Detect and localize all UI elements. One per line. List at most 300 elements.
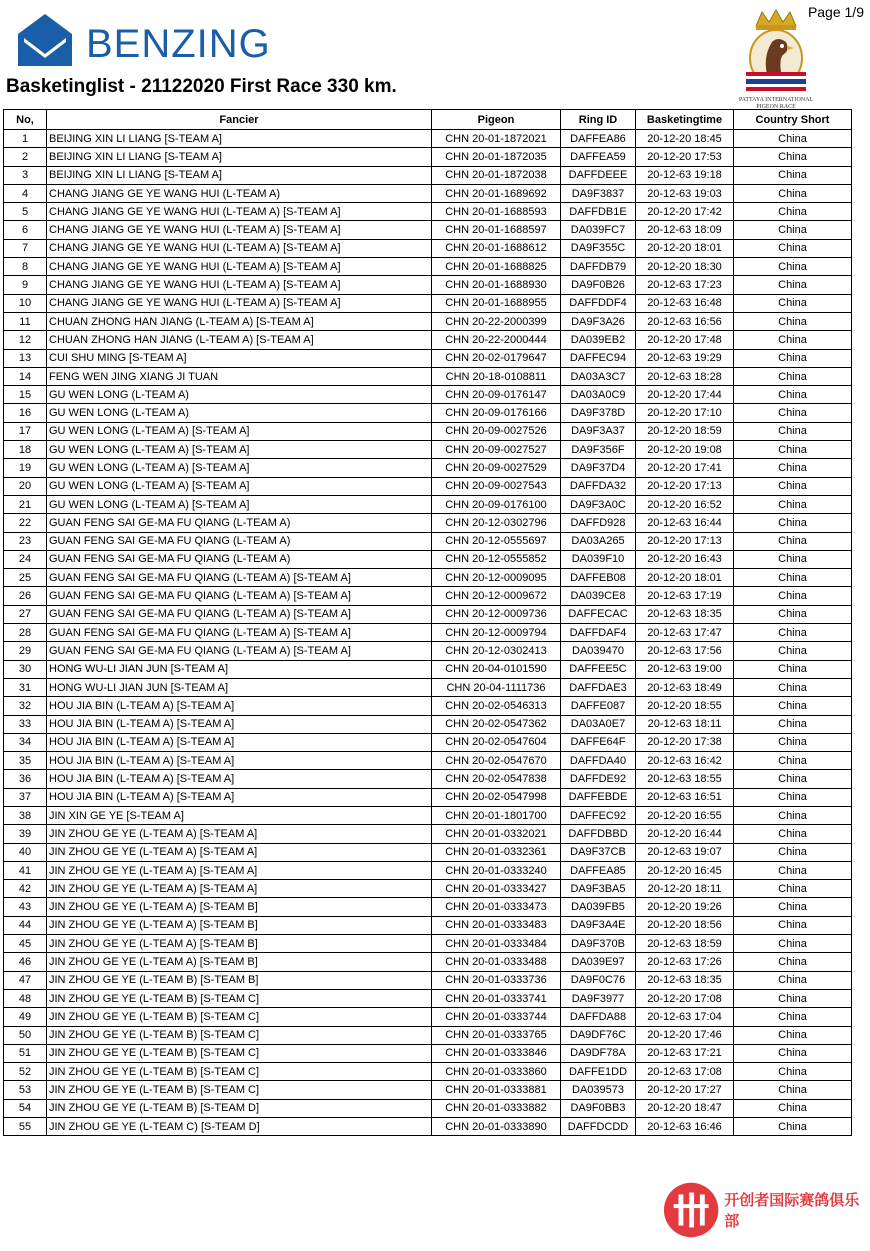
cell-basketingtime: 20-12-20 17:42 — [636, 203, 734, 221]
cell-ring-id: DA9F370B — [561, 935, 636, 953]
cell-pigeon: CHN 20-09-0176100 — [432, 495, 561, 513]
cell-country: China — [734, 276, 852, 294]
logo-text: BENZING — [86, 21, 271, 66]
cell-fancier: JIN ZHOU GE YE (L-TEAM B) [S-TEAM C] — [47, 1044, 432, 1062]
cell-pigeon: CHN 20-02-0546313 — [432, 697, 561, 715]
cell-fancier: CHANG JIANG GE YE WANG HUI (L-TEAM A) [S-TEAM A] — [47, 276, 432, 294]
cell-fancier: GU WEN LONG (L-TEAM A) — [47, 404, 432, 422]
cell-ring-id: DA9F3A4E — [561, 916, 636, 934]
header-fancier: Fancier — [47, 110, 432, 130]
cell-fancier: JIN ZHOU GE YE (L-TEAM A) [S-TEAM A] — [47, 861, 432, 879]
cell-country: China — [734, 386, 852, 404]
cell-basketingtime: 20-12-63 19:29 — [636, 349, 734, 367]
cell-ring-id: DA039EB2 — [561, 331, 636, 349]
table-row — [4, 1118, 852, 1136]
cell-basketingtime: 20-12-20 17:13 — [636, 477, 734, 495]
cell-country: China — [734, 843, 852, 861]
cell-basketingtime: 20-12-20 17:38 — [636, 733, 734, 751]
cell-pigeon: CHN 20-01-0333473 — [432, 898, 561, 916]
cell-ring-id: DA9F3837 — [561, 184, 636, 202]
cell-country: China — [734, 184, 852, 202]
cell-country: China — [734, 715, 852, 733]
cell-no: 41 — [4, 861, 47, 879]
cell-ring-id: DAFFEE5C — [561, 660, 636, 678]
cell-pigeon: CHN 20-01-0333488 — [432, 953, 561, 971]
table-row — [4, 642, 852, 660]
cell-country: China — [734, 312, 852, 330]
cell-basketingtime: 20-12-20 18:56 — [636, 916, 734, 934]
cell-ring-id: DA03A0C9 — [561, 386, 636, 404]
cell-fancier: CHANG JIANG GE YE WANG HUI (L-TEAM A) [S-TEAM A] — [47, 294, 432, 312]
table-row — [4, 1081, 852, 1099]
cell-ring-id: DAFFDB1E — [561, 203, 636, 221]
cell-no: 21 — [4, 495, 47, 513]
cell-ring-id: DA9F3A26 — [561, 312, 636, 330]
table-row — [4, 367, 852, 385]
cell-no: 13 — [4, 349, 47, 367]
cell-no: 2 — [4, 148, 47, 166]
cell-fancier: BEIJING XIN LI LIANG [S-TEAM A] — [47, 148, 432, 166]
cell-pigeon: CHN 20-12-0009672 — [432, 587, 561, 605]
cell-no: 16 — [4, 404, 47, 422]
cell-no: 53 — [4, 1081, 47, 1099]
cell-country: China — [734, 935, 852, 953]
cell-country: China — [734, 1026, 852, 1044]
table-row — [4, 239, 852, 257]
cell-country: China — [734, 422, 852, 440]
cell-basketingtime: 20-12-63 19:07 — [636, 843, 734, 861]
table-row — [4, 184, 852, 202]
cell-pigeon: CHN 20-12-0555697 — [432, 532, 561, 550]
table-row — [4, 788, 852, 806]
cell-fancier: JIN ZHOU GE YE (L-TEAM A) [S-TEAM A] — [47, 825, 432, 843]
cell-basketingtime: 20-12-63 17:26 — [636, 953, 734, 971]
table-row — [4, 294, 852, 312]
cell-no: 22 — [4, 514, 47, 532]
cell-basketingtime: 20-12-63 16:51 — [636, 788, 734, 806]
cell-country: China — [734, 459, 852, 477]
cell-pigeon: CHN 20-02-0547604 — [432, 733, 561, 751]
cell-fancier: JIN ZHOU GE YE (L-TEAM B) [S-TEAM B] — [47, 971, 432, 989]
table-row — [4, 624, 852, 642]
cell-pigeon: CHN 20-01-1688597 — [432, 221, 561, 239]
cell-ring-id: DAFFECAC — [561, 605, 636, 623]
cell-basketingtime: 20-12-20 17:13 — [636, 532, 734, 550]
cell-no: 9 — [4, 276, 47, 294]
header-no: No, — [4, 110, 47, 130]
cell-no: 1 — [4, 130, 47, 148]
cell-pigeon: CHN 20-01-0333240 — [432, 861, 561, 879]
header-basketingtime: Basketingtime — [636, 110, 734, 130]
cell-pigeon: CHN 20-01-0333427 — [432, 880, 561, 898]
cell-fancier: JIN ZHOU GE YE (L-TEAM B) [S-TEAM C] — [47, 989, 432, 1007]
cell-fancier: JIN ZHOU GE YE (L-TEAM B) [S-TEAM D] — [47, 1099, 432, 1117]
basketing-table — [3, 109, 852, 1136]
cell-basketingtime: 20-12-20 17:41 — [636, 459, 734, 477]
cell-basketingtime: 20-12-63 19:00 — [636, 660, 734, 678]
cell-ring-id: DAFFEBDE — [561, 788, 636, 806]
cell-no: 30 — [4, 660, 47, 678]
cell-no: 24 — [4, 550, 47, 568]
cell-pigeon: CHN 20-01-1872035 — [432, 148, 561, 166]
cell-no: 8 — [4, 258, 47, 276]
cell-no: 18 — [4, 441, 47, 459]
cell-ring-id: DAFFE64F — [561, 733, 636, 751]
cell-basketingtime: 20-12-20 19:08 — [636, 441, 734, 459]
cell-fancier: JIN ZHOU GE YE (L-TEAM B) [S-TEAM C] — [47, 1008, 432, 1026]
cell-pigeon: CHN 20-02-0547838 — [432, 770, 561, 788]
cell-no: 27 — [4, 605, 47, 623]
cell-basketingtime: 20-12-20 18:47 — [636, 1099, 734, 1117]
cell-pigeon: CHN 20-12-0555852 — [432, 550, 561, 568]
cell-country: China — [734, 203, 852, 221]
table-row — [4, 660, 852, 678]
cell-basketingtime: 20-12-20 19:26 — [636, 898, 734, 916]
cell-fancier: GUAN FENG SAI GE-MA FU QIANG (L-TEAM A) [S-TEAM A] — [47, 569, 432, 587]
document-title: Basketinglist - 21122020 First Race 330 km. — [6, 76, 397, 97]
cell-fancier: GUAN FENG SAI GE-MA FU QIANG (L-TEAM A) — [47, 532, 432, 550]
cell-pigeon: CHN 20-12-0009095 — [432, 569, 561, 587]
table-row — [4, 331, 852, 349]
cell-fancier: CHANG JIANG GE YE WANG HUI (L-TEAM A) — [47, 184, 432, 202]
cell-fancier: HONG WU-LI JIAN JUN [S-TEAM A] — [47, 660, 432, 678]
cell-pigeon: CHN 20-01-0333483 — [432, 916, 561, 934]
cell-ring-id: DA9F0C76 — [561, 971, 636, 989]
cell-basketingtime: 20-12-63 16:56 — [636, 312, 734, 330]
table-row — [4, 1044, 852, 1062]
cell-pigeon: CHN 20-09-0027529 — [432, 459, 561, 477]
cell-pigeon: CHN 20-02-0547362 — [432, 715, 561, 733]
cell-pigeon: CHN 20-01-1688612 — [432, 239, 561, 257]
cell-fancier: CHANG JIANG GE YE WANG HUI (L-TEAM A) [S-TEAM A] — [47, 258, 432, 276]
cell-fancier: GUAN FENG SAI GE-MA FU QIANG (L-TEAM A) [S-TEAM A] — [47, 587, 432, 605]
cell-ring-id: DAFFDCDD — [561, 1118, 636, 1136]
cell-basketingtime: 20-12-20 18:11 — [636, 880, 734, 898]
cell-ring-id: DAFFDAF4 — [561, 624, 636, 642]
table-row — [4, 569, 852, 587]
cell-pigeon: CHN 20-09-0027526 — [432, 422, 561, 440]
table-row — [4, 148, 852, 166]
table-row — [4, 935, 852, 953]
cell-basketingtime: 20-12-63 17:04 — [636, 1008, 734, 1026]
table-row — [4, 514, 852, 532]
cell-basketingtime: 20-12-63 17:08 — [636, 1063, 734, 1081]
cell-country: China — [734, 770, 852, 788]
cell-basketingtime: 20-12-20 16:44 — [636, 825, 734, 843]
cell-basketingtime: 20-12-63 18:28 — [636, 367, 734, 385]
cell-basketingtime: 20-12-63 18:59 — [636, 935, 734, 953]
cell-pigeon: CHN 20-01-0333860 — [432, 1063, 561, 1081]
cell-ring-id: DA9F356F — [561, 441, 636, 459]
table-row — [4, 971, 852, 989]
cell-country: China — [734, 898, 852, 916]
cell-pigeon: CHN 20-01-0333890 — [432, 1118, 561, 1136]
cell-country: China — [734, 806, 852, 824]
table-row — [4, 203, 852, 221]
cell-country: China — [734, 367, 852, 385]
page-number: Page 1/9 — [807, 4, 864, 20]
cell-country: China — [734, 752, 852, 770]
cell-fancier: GUAN FENG SAI GE-MA FU QIANG (L-TEAM A) — [47, 514, 432, 532]
cell-pigeon: CHN 20-09-0027527 — [432, 441, 561, 459]
cell-fancier: GU WEN LONG (L-TEAM A) [S-TEAM A] — [47, 441, 432, 459]
cell-fancier: JIN ZHOU GE YE (L-TEAM B) [S-TEAM C] — [47, 1081, 432, 1099]
cell-no: 34 — [4, 733, 47, 751]
table-row — [4, 989, 852, 1007]
table-row — [4, 678, 852, 696]
cell-pigeon: CHN 20-12-0009736 — [432, 605, 561, 623]
table-row — [4, 733, 852, 751]
cell-fancier: CHANG JIANG GE YE WANG HUI (L-TEAM A) [S-TEAM A] — [47, 221, 432, 239]
cell-fancier: GUAN FENG SAI GE-MA FU QIANG (L-TEAM A) [S-TEAM A] — [47, 605, 432, 623]
cell-no: 33 — [4, 715, 47, 733]
cell-fancier: CHANG JIANG GE YE WANG HUI (L-TEAM A) [S-TEAM A] — [47, 239, 432, 257]
cell-country: China — [734, 1081, 852, 1099]
cell-no: 15 — [4, 386, 47, 404]
cell-country: China — [734, 861, 852, 879]
cell-no: 3 — [4, 166, 47, 184]
cell-no: 48 — [4, 989, 47, 1007]
cell-pigeon: CHN 20-02-0547998 — [432, 788, 561, 806]
cell-ring-id: DA9F378D — [561, 404, 636, 422]
cell-fancier: GU WEN LONG (L-TEAM A) [S-TEAM A] — [47, 422, 432, 440]
cell-basketingtime: 20-12-63 17:23 — [636, 276, 734, 294]
cell-pigeon: CHN 20-09-0027543 — [432, 477, 561, 495]
cell-ring-id: DAFFEA86 — [561, 130, 636, 148]
cell-country: China — [734, 239, 852, 257]
cell-country: China — [734, 971, 852, 989]
table-row — [4, 1099, 852, 1117]
table-row — [4, 825, 852, 843]
cell-country: China — [734, 166, 852, 184]
table-row — [4, 166, 852, 184]
cell-no: 52 — [4, 1063, 47, 1081]
cell-ring-id: DA03A265 — [561, 532, 636, 550]
cell-ring-id: DAFFDA88 — [561, 1008, 636, 1026]
envelope-logo-icon — [18, 14, 72, 68]
cell-no: 44 — [4, 916, 47, 934]
cell-country: China — [734, 258, 852, 276]
cell-basketingtime: 20-12-20 17:48 — [636, 331, 734, 349]
cell-country: China — [734, 349, 852, 367]
cell-fancier: HOU JIA BIN (L-TEAM A) [S-TEAM A] — [47, 697, 432, 715]
cell-basketingtime: 20-12-63 19:03 — [636, 184, 734, 202]
cell-ring-id: DA039FB5 — [561, 898, 636, 916]
cell-no: 12 — [4, 331, 47, 349]
cell-fancier: GUAN FENG SAI GE-MA FU QIANG (L-TEAM A) — [47, 550, 432, 568]
cell-basketingtime: 20-12-63 18:35 — [636, 971, 734, 989]
cell-pigeon: CHN 20-01-1872021 — [432, 130, 561, 148]
cell-fancier: JIN ZHOU GE YE (L-TEAM B) [S-TEAM C] — [47, 1063, 432, 1081]
table-row — [4, 404, 852, 422]
cell-pigeon: CHN 20-01-0333765 — [432, 1026, 561, 1044]
cell-basketingtime: 20-12-20 17:46 — [636, 1026, 734, 1044]
cell-no: 7 — [4, 239, 47, 257]
cell-ring-id: DAFFDAE3 — [561, 678, 636, 696]
cell-pigeon: CHN 20-01-0333882 — [432, 1099, 561, 1117]
cell-pigeon: CHN 20-02-0547670 — [432, 752, 561, 770]
cell-fancier: BEIJING XIN LI LIANG [S-TEAM A] — [47, 166, 432, 184]
club-watermark — [662, 1180, 870, 1240]
cell-country: China — [734, 587, 852, 605]
cell-basketingtime: 20-12-63 17:21 — [636, 1044, 734, 1062]
cell-country: China — [734, 605, 852, 623]
cell-fancier: JIN ZHOU GE YE (L-TEAM A) [S-TEAM B] — [47, 953, 432, 971]
cell-no: 39 — [4, 825, 47, 843]
cell-fancier: CHUAN ZHONG HAN JIANG (L-TEAM A) [S-TEAM A] — [47, 331, 432, 349]
header-country-short: Country Short — [734, 110, 852, 130]
cell-no: 42 — [4, 880, 47, 898]
emblem-caption: PATTAYA INTERNATIONAL PIGEON RACE — [738, 97, 814, 110]
cell-basketingtime: 20-12-20 17:10 — [636, 404, 734, 422]
cell-fancier: HOU JIA BIN (L-TEAM A) [S-TEAM A] — [47, 715, 432, 733]
cell-country: China — [734, 733, 852, 751]
cell-basketingtime: 20-12-63 16:46 — [636, 1118, 734, 1136]
cell-fancier: HOU JIA BIN (L-TEAM A) [S-TEAM A] — [47, 733, 432, 751]
cell-no: 45 — [4, 935, 47, 953]
cell-fancier: HOU JIA BIN (L-TEAM A) [S-TEAM A] — [47, 788, 432, 806]
cell-fancier: FENG WEN JING XIANG JI TUAN — [47, 367, 432, 385]
cell-no: 38 — [4, 806, 47, 824]
cell-no: 26 — [4, 587, 47, 605]
table-row — [4, 697, 852, 715]
pigeon-crown-emblem-icon — [738, 8, 814, 92]
cell-no: 40 — [4, 843, 47, 861]
cell-no: 36 — [4, 770, 47, 788]
cell-no: 23 — [4, 532, 47, 550]
cell-ring-id: DA039CE8 — [561, 587, 636, 605]
cell-ring-id: DAFFD928 — [561, 514, 636, 532]
table-row — [4, 221, 852, 239]
cell-ring-id: DA039F10 — [561, 550, 636, 568]
table-row — [4, 898, 852, 916]
cell-ring-id: DA9F0BB3 — [561, 1099, 636, 1117]
cell-basketingtime: 20-12-20 17:44 — [636, 386, 734, 404]
cell-pigeon: CHN 20-01-0333881 — [432, 1081, 561, 1099]
benzing-logo — [18, 14, 271, 68]
cell-country: China — [734, 514, 852, 532]
cell-pigeon: CHN 20-04-0101590 — [432, 660, 561, 678]
cell-ring-id: DAFFDA32 — [561, 477, 636, 495]
cell-country: China — [734, 788, 852, 806]
cell-pigeon: CHN 20-01-1688825 — [432, 258, 561, 276]
cell-no: 11 — [4, 312, 47, 330]
cell-ring-id: DAFFEC94 — [561, 349, 636, 367]
table-row — [4, 276, 852, 294]
header-ring-id: Ring ID — [561, 110, 636, 130]
cell-basketingtime: 20-12-20 16:55 — [636, 806, 734, 824]
cell-country: China — [734, 441, 852, 459]
table-row — [4, 1008, 852, 1026]
cell-pigeon: CHN 20-01-1688593 — [432, 203, 561, 221]
cell-ring-id: DAFFEB08 — [561, 569, 636, 587]
cell-ring-id: DA9F3A37 — [561, 422, 636, 440]
cell-country: China — [734, 989, 852, 1007]
cell-fancier: CHUAN ZHONG HAN JIANG (L-TEAM A) [S-TEAM A] — [47, 312, 432, 330]
cell-ring-id: DAFFDDF4 — [561, 294, 636, 312]
cell-pigeon: CHN 20-02-0179647 — [432, 349, 561, 367]
cell-basketingtime: 20-12-20 16:43 — [636, 550, 734, 568]
cell-no: 31 — [4, 678, 47, 696]
cell-basketingtime: 20-12-63 18:35 — [636, 605, 734, 623]
cell-country: China — [734, 130, 852, 148]
cell-fancier: JIN ZHOU GE YE (L-TEAM A) [S-TEAM B] — [47, 916, 432, 934]
cell-no: 32 — [4, 697, 47, 715]
cell-fancier: JIN ZHOU GE YE (L-TEAM A) [S-TEAM A] — [47, 880, 432, 898]
cell-fancier: HOU JIA BIN (L-TEAM A) [S-TEAM A] — [47, 770, 432, 788]
cell-fancier: JIN ZHOU GE YE (L-TEAM A) [S-TEAM B] — [47, 935, 432, 953]
cell-pigeon: CHN 20-01-1801700 — [432, 806, 561, 824]
table-row — [4, 258, 852, 276]
table-row — [4, 752, 852, 770]
cell-pigeon: CHN 20-22-2000399 — [432, 312, 561, 330]
cell-no: 54 — [4, 1099, 47, 1117]
cell-ring-id: DA03A0E7 — [561, 715, 636, 733]
cell-fancier: CHANG JIANG GE YE WANG HUI (L-TEAM A) [S-TEAM A] — [47, 203, 432, 221]
cell-basketingtime: 20-12-20 18:01 — [636, 239, 734, 257]
cell-fancier: CUI SHU MING [S-TEAM A] — [47, 349, 432, 367]
cell-ring-id: DA9F3977 — [561, 989, 636, 1007]
cell-ring-id: DA9DF76C — [561, 1026, 636, 1044]
cell-pigeon: CHN 20-09-0176147 — [432, 386, 561, 404]
cell-ring-id: DA039470 — [561, 642, 636, 660]
cell-fancier: JIN XIN GE YE [S-TEAM A] — [47, 806, 432, 824]
cell-country: China — [734, 550, 852, 568]
cell-basketingtime: 20-12-63 18:11 — [636, 715, 734, 733]
cell-pigeon: CHN 20-01-0332361 — [432, 843, 561, 861]
cell-pigeon: CHN 20-01-0333846 — [432, 1044, 561, 1062]
table-row — [4, 422, 852, 440]
cell-fancier: GU WEN LONG (L-TEAM A) [S-TEAM A] — [47, 495, 432, 513]
cell-country: China — [734, 697, 852, 715]
cell-pigeon: CHN 20-01-0333744 — [432, 1008, 561, 1026]
cell-country: China — [734, 1063, 852, 1081]
cell-ring-id: DAFFDEEE — [561, 166, 636, 184]
cell-basketingtime: 20-12-63 19:18 — [636, 166, 734, 184]
cell-pigeon: CHN 20-01-1688930 — [432, 276, 561, 294]
cell-ring-id: DA9DF78A — [561, 1044, 636, 1062]
table-row — [4, 386, 852, 404]
cell-ring-id: DA9F37CB — [561, 843, 636, 861]
cell-country: China — [734, 1008, 852, 1026]
table-row — [4, 550, 852, 568]
cell-pigeon: CHN 20-01-0333741 — [432, 989, 561, 1007]
cell-basketingtime: 20-12-63 18:55 — [636, 770, 734, 788]
cell-no: 14 — [4, 367, 47, 385]
cell-country: China — [734, 1118, 852, 1136]
cell-fancier: GUAN FENG SAI GE-MA FU QIANG (L-TEAM A) [S-TEAM A] — [47, 642, 432, 660]
cell-fancier: HOU JIA BIN (L-TEAM A) [S-TEAM A] — [47, 752, 432, 770]
cell-country: China — [734, 148, 852, 166]
cell-basketingtime: 20-12-20 16:52 — [636, 495, 734, 513]
cell-country: China — [734, 221, 852, 239]
cell-ring-id: DA039E97 — [561, 953, 636, 971]
cell-pigeon: CHN 20-01-1688955 — [432, 294, 561, 312]
table-row — [4, 605, 852, 623]
cell-basketingtime: 20-12-20 17:27 — [636, 1081, 734, 1099]
cell-basketingtime: 20-12-63 16:42 — [636, 752, 734, 770]
cell-no: 37 — [4, 788, 47, 806]
cell-basketingtime: 20-12-20 16:45 — [636, 861, 734, 879]
cell-ring-id: DAFFE1DD — [561, 1063, 636, 1081]
table-row — [4, 880, 852, 898]
cell-pigeon: CHN 20-22-2000444 — [432, 331, 561, 349]
cell-no: 28 — [4, 624, 47, 642]
cell-no: 55 — [4, 1118, 47, 1136]
table-row — [4, 477, 852, 495]
cell-ring-id: DA9F37D4 — [561, 459, 636, 477]
cell-country: China — [734, 331, 852, 349]
